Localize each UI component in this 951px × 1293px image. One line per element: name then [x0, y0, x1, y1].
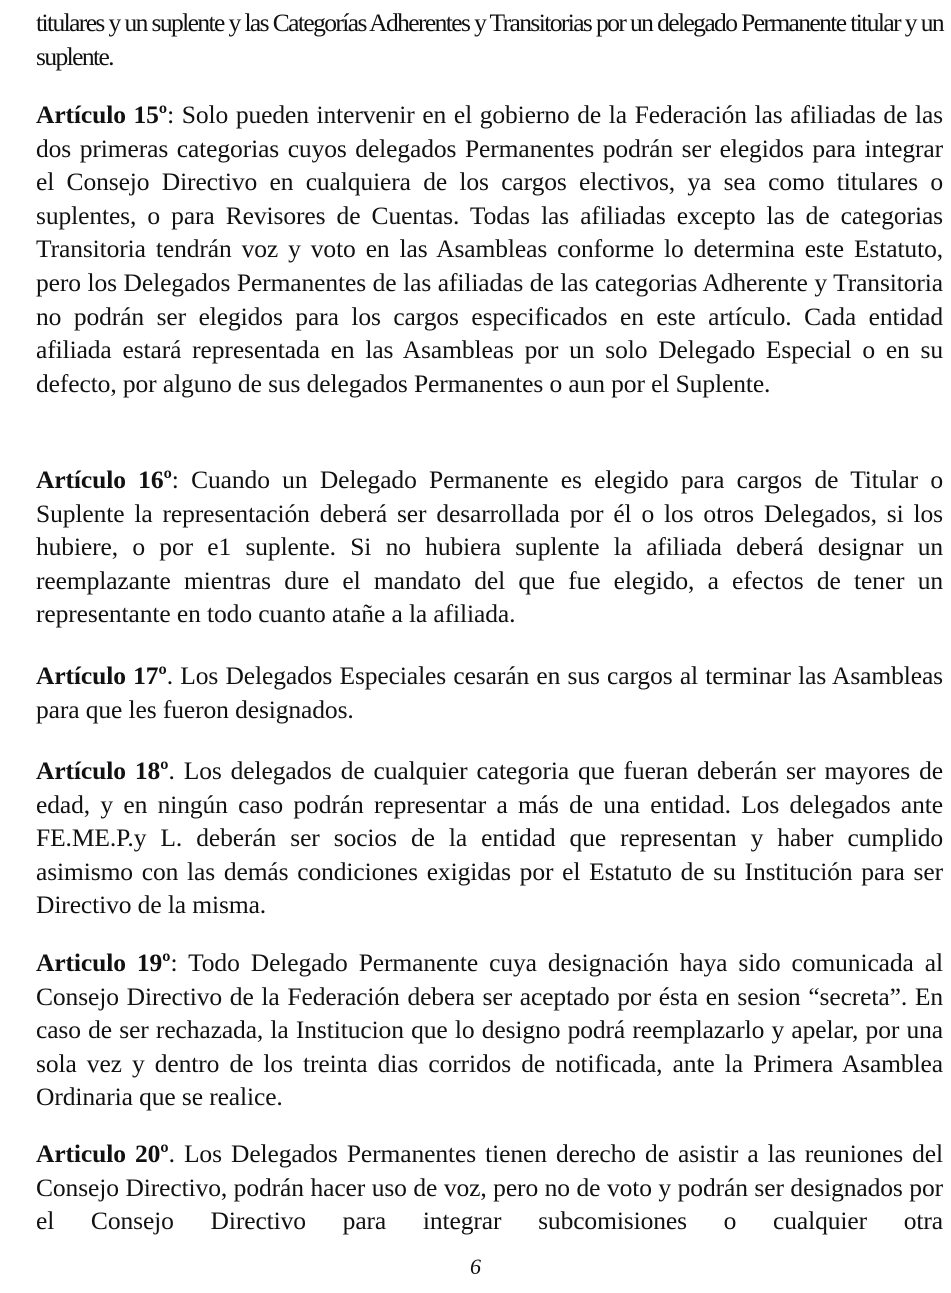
article-heading: Artículo 17º [36, 661, 167, 690]
article-heading: Articulo 19º [36, 948, 171, 977]
article-15 [36, 98, 943, 400]
article-20 [36, 1137, 943, 1238]
paragraph-text: titulares y un suplente y las Categorías Adherentes y Transitorias por un delegado Permanente titular y un suplente. [36, 8, 943, 71]
paragraph-continuation [36, 6, 943, 73]
article-heading: Artículo 15º [36, 100, 168, 129]
article-heading: Artículo 16º [36, 465, 172, 494]
article-text: . Los Delegados Especiales cesarán en sus cargos al terminar las Asambleas para que les fueron designados. [36, 661, 943, 724]
article-heading: Articulo 20º [36, 1139, 169, 1168]
article-text: : Cuando un Delegado Permanente es elegido para cargos de Titular o Suplente la representación deberá ser desarrollada por él o los otros Delegados, si los hubiere, o por e1 suplente. Si no hubiera suplente la afiliada deberá designar un reemplazante mientras dure el mandato del que fue elegido, a efectos de tener un representante en todo cuanto atañe a la afiliada. [36, 465, 943, 629]
article-heading: Artículo 18º [36, 756, 169, 785]
article-17 [36, 659, 943, 726]
article-text: . Los Delegados Permanentes tienen derecho de asistir a las reuniones del Consejo Directivo, podrán hacer uso de voz, pero no de voto y podrán ser designados por el Consejo Directivo para integrar subcomisiones o cualquier otra [36, 1139, 943, 1236]
article-text: . Los delegados de cualquier categoria que fueran deberán ser mayores de edad, y en ningún caso podrán representar a más de una entidad. Los delegados ante FE.ME.P.y L. deberán ser socios de la entidad que representan y haber cumplido asimismo con las demás condiciones exigidas por el Estatuto de su Institución para ser Directivo de la misma. [36, 756, 943, 920]
article-18 [36, 754, 943, 922]
article-16 [36, 463, 943, 631]
article-19 [36, 946, 943, 1114]
article-text: : Todo Delegado Permanente cuya designación haya sido comunicada al Consejo Directivo de la Federación debera ser aceptado por ésta en sesion “secreta”. En caso de ser rechazada, la Institucion que lo designo podrá reemplazarlo y apelar, por una sola vez y dentro de los treinta dias corridos de notificada, ante la Primera Asamblea Ordinaria que se realice. [36, 948, 943, 1112]
page-number: 6 [470, 1254, 481, 1279]
article-text: : Solo pueden intervenir en el gobierno de la Federación las afiliadas de las dos primeras categorias cuyos delegados Permanentes podrán ser elegidos para integrar el Consejo Directivo en cualquiera de los cargos electivos, ya sea como titulares o suplentes, o para Revisores de Cuentas. Todas las afiliadas excepto las de categorias Transitoria tendrán voz y voto en las Asambleas conforme lo determina este Estatuto, pero los Delegados Permanentes de las afiliadas de las categorias Adherente y Transitoria no podrán ser elegidos para los cargos especificados en este artículo. Cada entidad afiliada estará representada en las Asambleas por un solo Delegado Especial o en su defecto, por alguno de sus delegados Permanentes o aun por el Suplente. [36, 100, 943, 398]
